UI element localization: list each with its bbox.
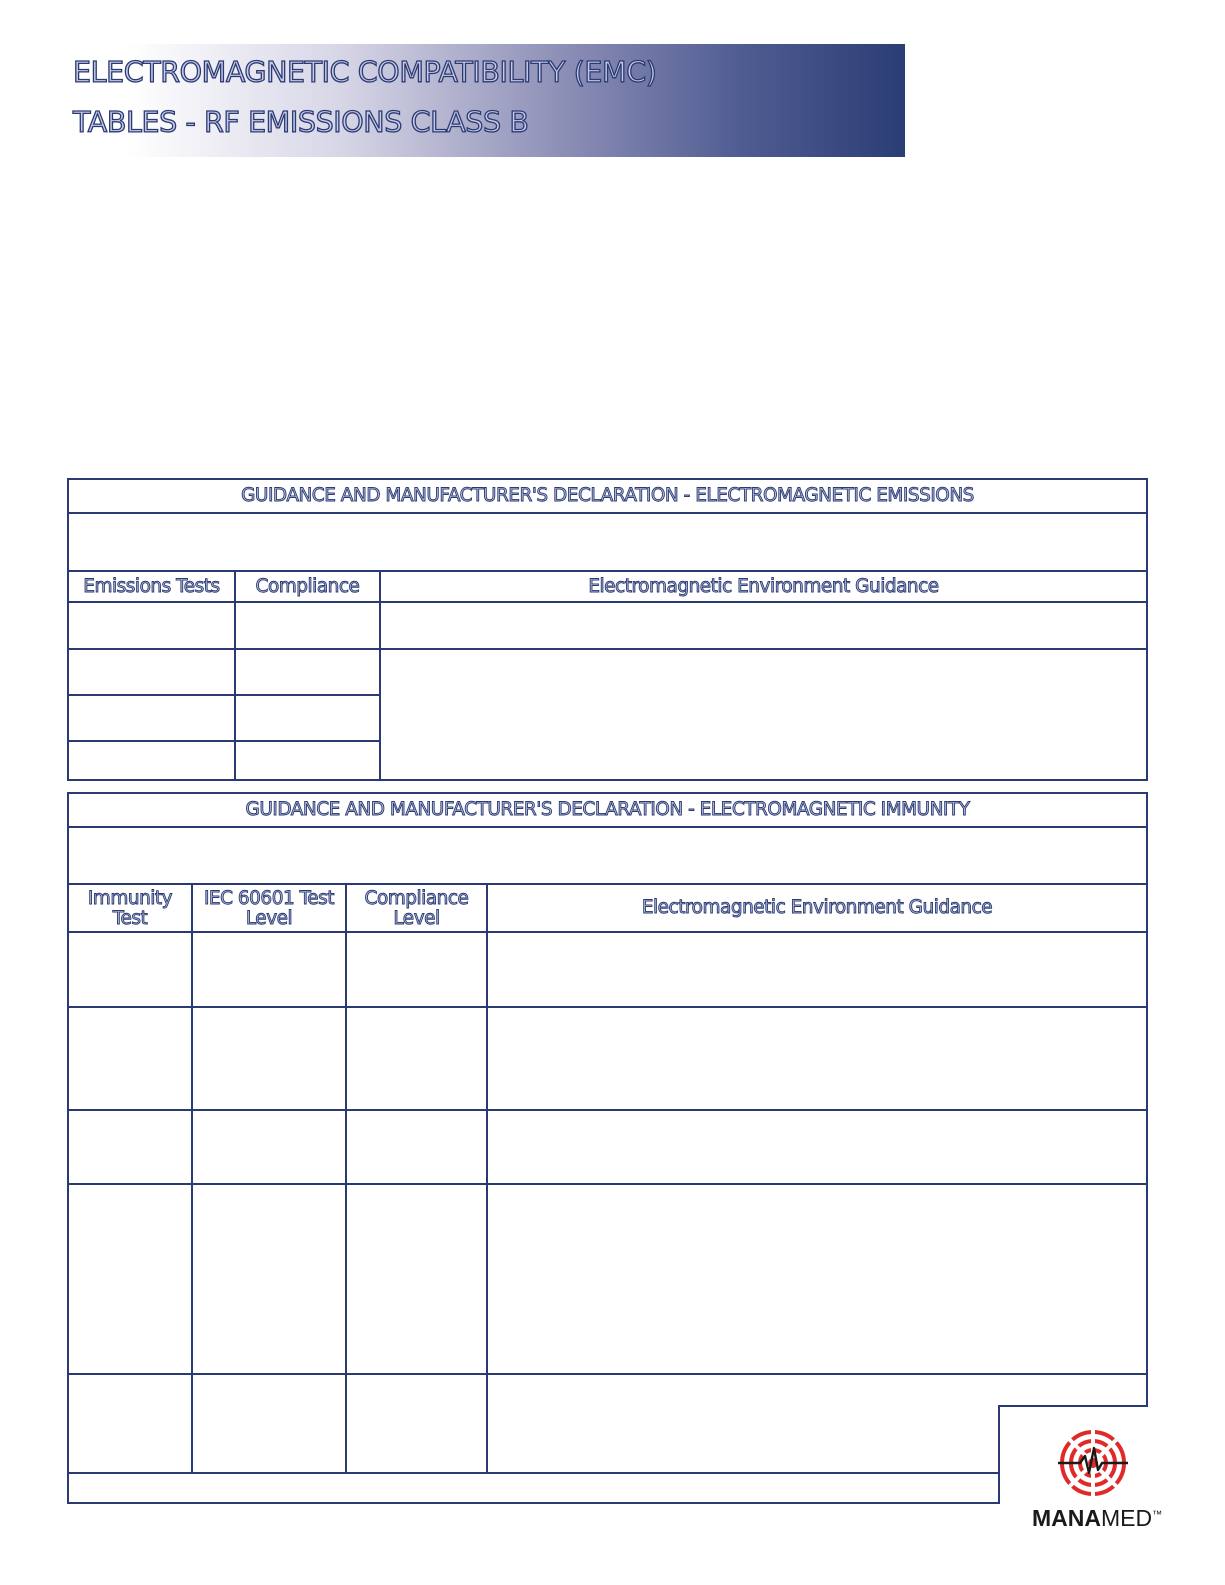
wordmark-bold: MANA: [1032, 1505, 1101, 1531]
emissions-table-title: GUIDANCE AND MANUFACTURER'S DECLARATION - ELECTROMAGNETIC EMISSIONS: [241, 485, 974, 506]
wordmark-regular: MED: [1101, 1505, 1153, 1531]
column-header-iec-test-level-line-2: Level: [245, 908, 293, 929]
column-header-compliance-level-line-2: Level: [393, 908, 440, 929]
column-header-immunity-test-line-1: Immunity: [87, 888, 173, 909]
immunity-table-title: GUIDANCE AND MANUFACTURER'S DECLARATION - ELECTROMAGNETIC IMMUNITY: [245, 799, 970, 820]
column-header-iec-test-level: [193, 889, 345, 929]
manamed-wordmark: [1032, 1505, 1162, 1532]
banner-title-line-2: TABLES - RF EMISSIONS CLASS B: [73, 106, 529, 139]
column-header-immunity-em-guidance: Electromagnetic Environment Guidance: [641, 897, 993, 918]
column-header-compliance-level-line-1: Compliance: [364, 888, 469, 909]
banner-title-line-1: ELECTROMAGNETIC COMPATIBILITY (EMC): [73, 56, 657, 89]
column-header-immunity-test: [69, 889, 191, 929]
manamed-heartbeat-logo-icon: [1058, 1428, 1128, 1498]
column-header-em-guidance: Electromagnetic Environment Guidance: [588, 576, 939, 597]
column-header-immunity-test-line-2: Test: [112, 908, 148, 929]
trademark-symbol: ™: [1152, 1509, 1163, 1521]
column-header-compliance-level: [347, 889, 486, 929]
column-header-iec-test-level-line-1: IEC 60601 Test: [203, 888, 335, 909]
column-header-emissions-tests: Emissions Tests: [83, 576, 220, 597]
column-header-compliance: Compliance: [255, 576, 360, 597]
